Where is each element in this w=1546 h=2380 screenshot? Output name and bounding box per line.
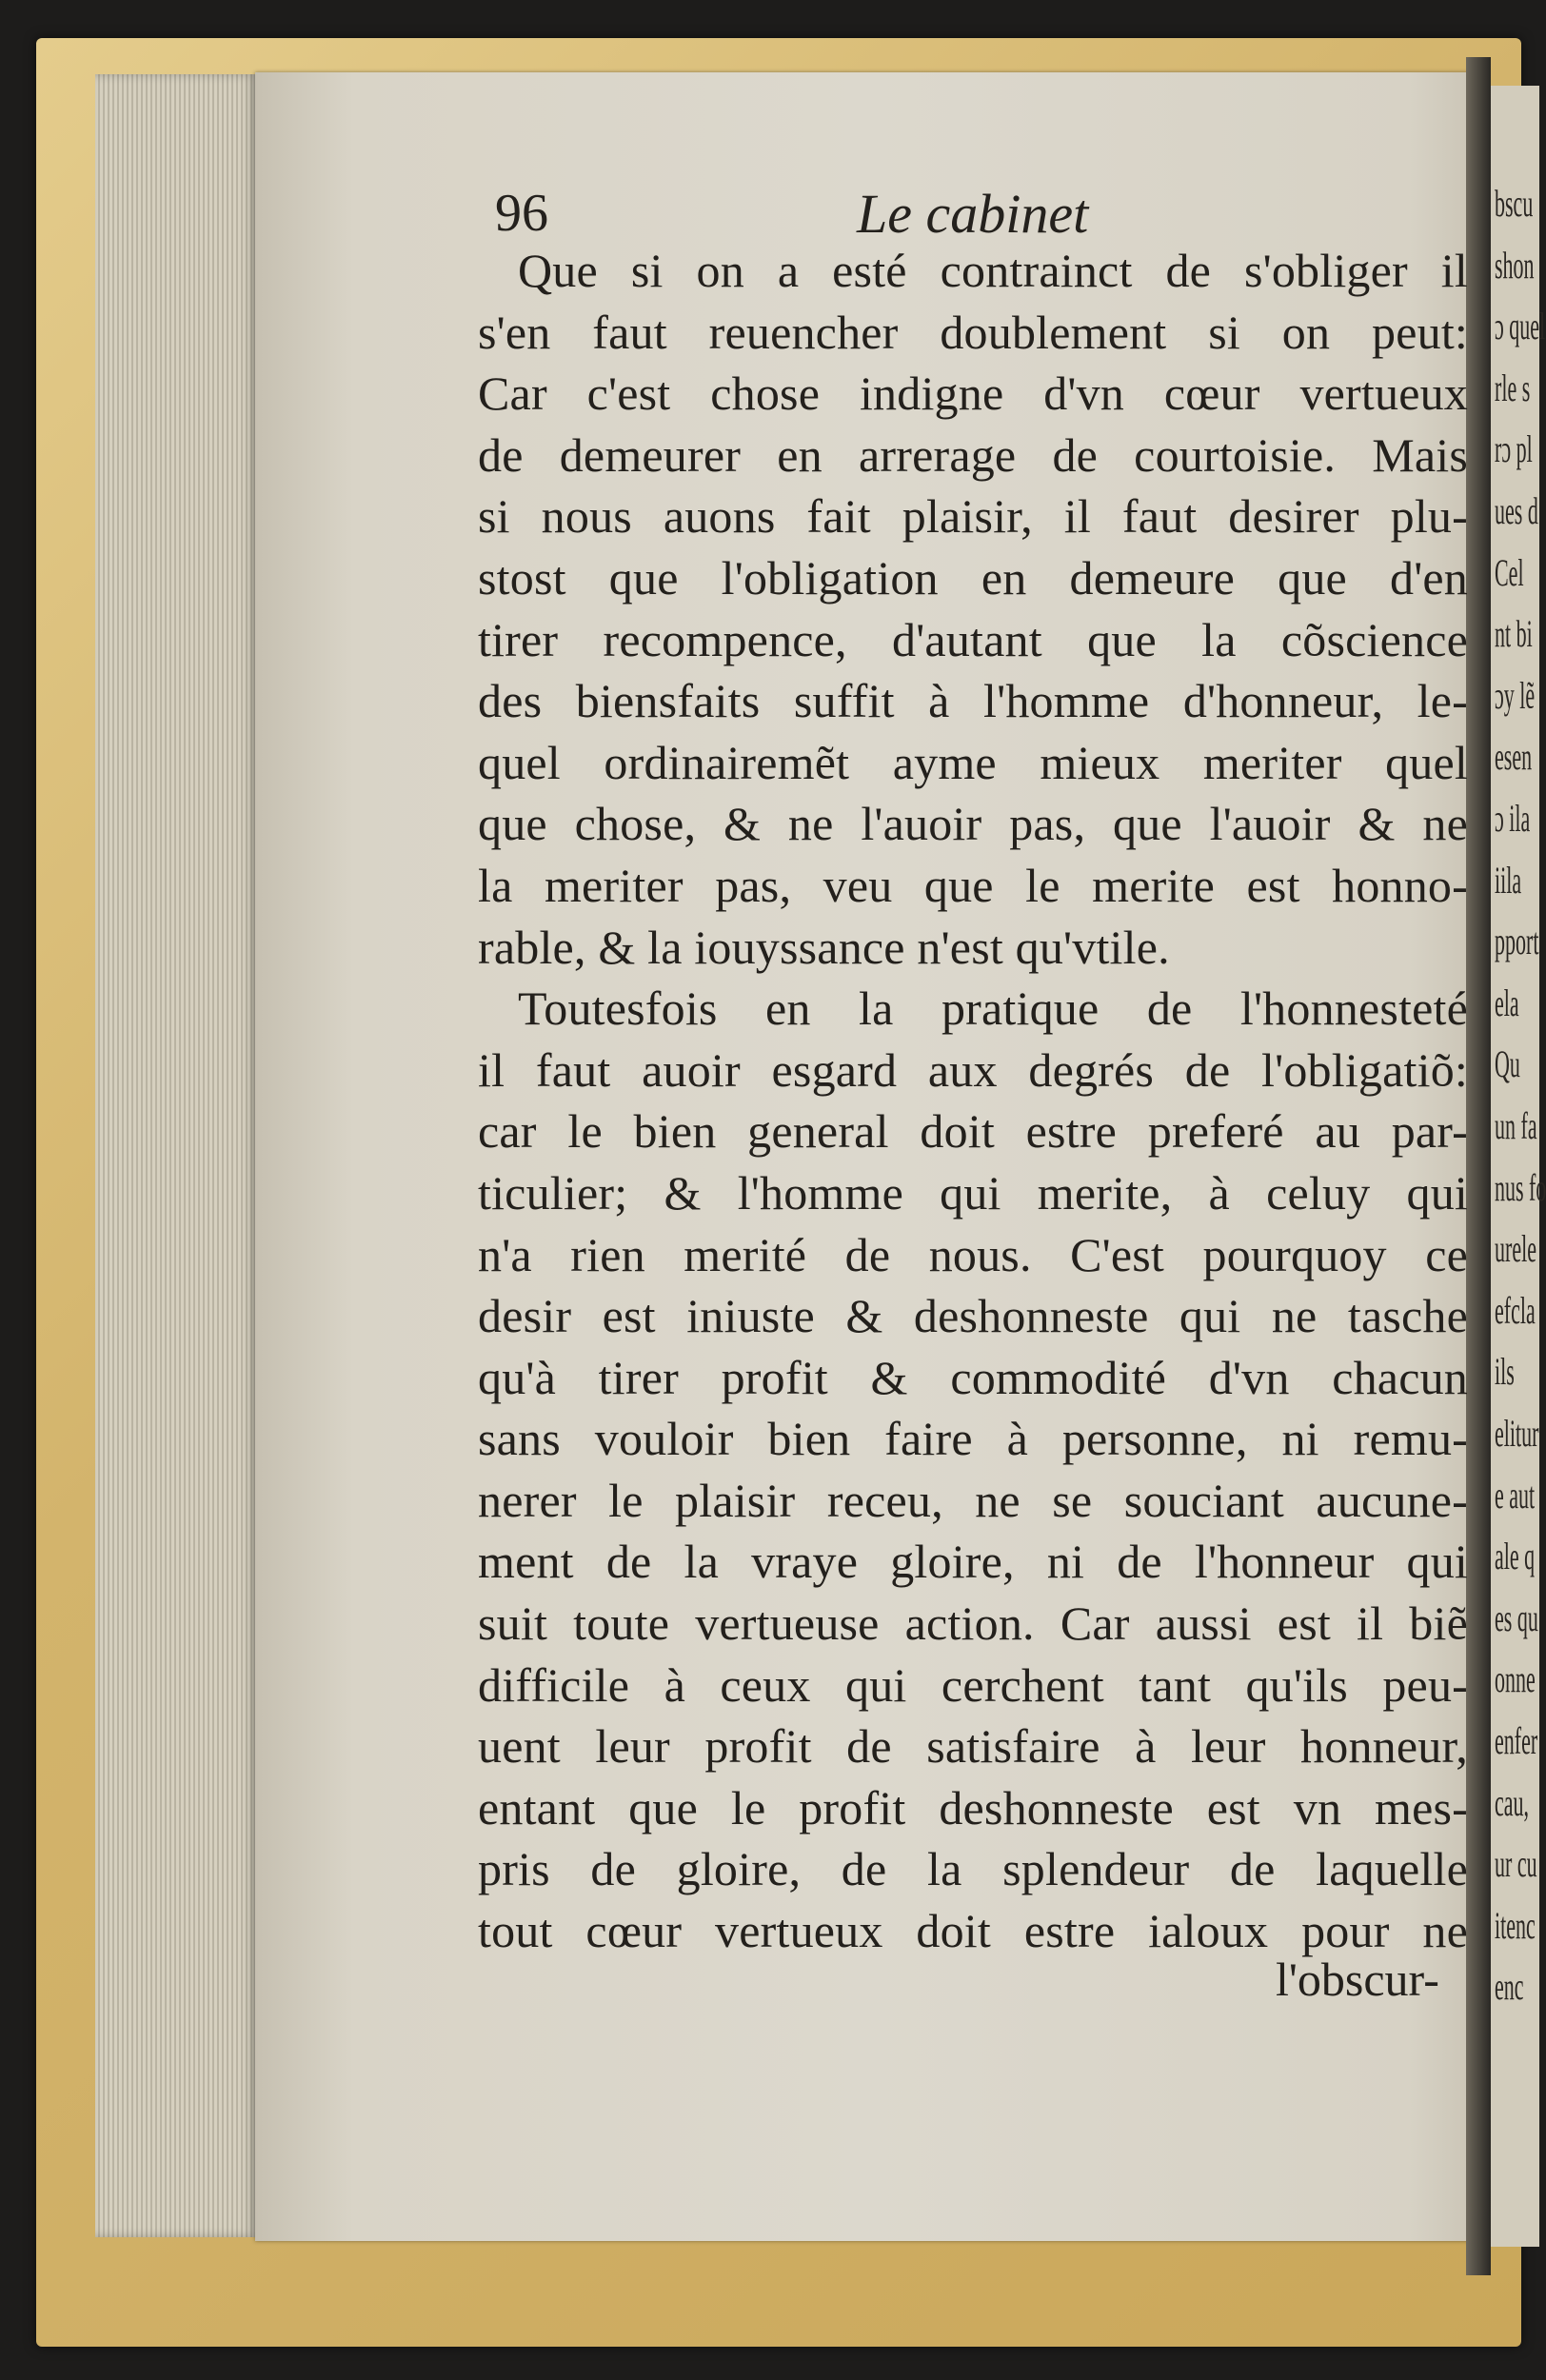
facing-page-line: onne xyxy=(1495,1657,1536,1701)
text-line: entant que le profit deshonneste est vn mes- xyxy=(478,1780,1468,1835)
text-line: stost que l'obligation en demeure que d'en xyxy=(478,550,1468,605)
facing-page-line: enfer xyxy=(1495,1719,1538,1762)
text-line: la meriter pas, veu que le merite est honno- xyxy=(478,858,1468,912)
text-line: tout cœur vertueux doit estre ialoux pour ne xyxy=(478,1904,1468,1958)
text-line: difficile à ceux qui cerchent tant qu'ils peu- xyxy=(478,1657,1468,1712)
facing-page-line: ur cu xyxy=(1495,1842,1537,1886)
facing-page-line: ela xyxy=(1495,981,1519,1024)
text-line: Que si on a esté contrainct de s'obliger il xyxy=(518,244,1468,297)
text-line: uent leur profit de satisfaire à leur honneur, xyxy=(478,1719,1468,1774)
text-line: car le bien general doit estre preferé au par- xyxy=(478,1104,1468,1159)
facing-page-line: pport xyxy=(1495,920,1539,963)
book-gutter xyxy=(1466,57,1491,2275)
text-line: tirer recompence, d'autant que la cõscience xyxy=(478,612,1468,666)
facing-page-line: nt bi xyxy=(1495,612,1533,656)
text-line: que chose, & ne l'auoir pas, que l'auoir & ne xyxy=(478,797,1468,851)
page-number: 96 xyxy=(495,184,548,243)
facing-page-line: itenc xyxy=(1495,1903,1536,1947)
text-line: nerer le plaisir receu, ne se souciant aucune- xyxy=(478,1473,1468,1527)
running-title: Le cabinet xyxy=(857,183,1089,245)
facing-page-line: Qu xyxy=(1495,1042,1520,1086)
text-line: qu'à tirer profit & commodité d'vn chacun xyxy=(478,1350,1468,1404)
text-line: Car c'est chose indigne d'vn cœur vertueux xyxy=(478,367,1468,421)
facing-page-line: iila xyxy=(1495,858,1522,902)
text-line: de demeurer en arrerage de courtoisie. Mais xyxy=(478,427,1468,482)
facing-page-line: elitur xyxy=(1495,1412,1539,1455)
text-line: rable, & la iouyssance n'est qu'vtile. xyxy=(478,920,1170,974)
text-line: des biensfaits suffit à l'homme d'honneur, le- xyxy=(478,674,1468,728)
facing-page-line: shon xyxy=(1495,243,1535,287)
text-line: suit toute vertueuse action. Car aussi est il biẽ xyxy=(478,1597,1468,1651)
text-line: desir est iniuste & deshonneste qui ne tasche xyxy=(478,1289,1468,1343)
text-line: Toutesfois en la pratique de l'honnesteté xyxy=(518,982,1468,1036)
facing-page-line: ɔy lẽ xyxy=(1495,673,1536,717)
text-line: quel ordinairemẽt ayme mieux meriter quel xyxy=(478,735,1468,789)
facing-page-line: rle s xyxy=(1495,366,1531,409)
facing-page-line: rɔ pl xyxy=(1495,427,1533,471)
facing-page-line: urele xyxy=(1495,1227,1536,1271)
facing-page-line: ɔ quel xyxy=(1495,305,1546,348)
facing-page-line: ils xyxy=(1495,1350,1515,1394)
facing-page-line: efcla xyxy=(1495,1288,1536,1332)
facing-page-line: ale q xyxy=(1495,1535,1536,1578)
facing-page-line: es qu xyxy=(1495,1596,1538,1639)
catchword: l'obscur- xyxy=(1276,1953,1439,2006)
text-line: ticulier; & l'homme qui merite, à celuy qui xyxy=(478,1165,1468,1220)
facing-page-line: bscu xyxy=(1495,182,1534,225)
text-line: ment de la vraye gloire, ni de l'honneur qui xyxy=(478,1535,1468,1589)
facing-page-line: esen xyxy=(1495,735,1533,779)
facing-page-line: ues d xyxy=(1495,489,1538,532)
text-line: s'en faut reuencher doublement si on peut: xyxy=(478,305,1468,359)
facing-page-line: ɔ ila xyxy=(1495,797,1531,840)
facing-page-line: e aut xyxy=(1495,1473,1536,1517)
text-line: sans vouloir bien faire à personne, ni remu- xyxy=(478,1412,1468,1466)
text-line: pris de gloire, de la splendeur de laquelle xyxy=(478,1842,1468,1896)
text-line: si nous auons fait plaisir, il faut desirer plu- xyxy=(478,489,1468,544)
facing-page-line: nus fo xyxy=(1495,1165,1546,1209)
text-line: n'a rien merité de nous. C'est pourquoy ce xyxy=(478,1227,1468,1281)
text-line: il faut auoir esgard aux degrés de l'obligatiõ: xyxy=(478,1042,1468,1097)
facing-page-line: enc xyxy=(1495,1965,1524,2009)
facing-page-fragment xyxy=(1491,86,1546,2247)
facing-page-line: Cel xyxy=(1495,550,1524,594)
facing-page-line: cau, xyxy=(1495,1780,1530,1824)
body-text xyxy=(478,240,1468,1962)
page-edges xyxy=(95,74,257,2237)
facing-page-line: un fa xyxy=(1495,1104,1537,1147)
